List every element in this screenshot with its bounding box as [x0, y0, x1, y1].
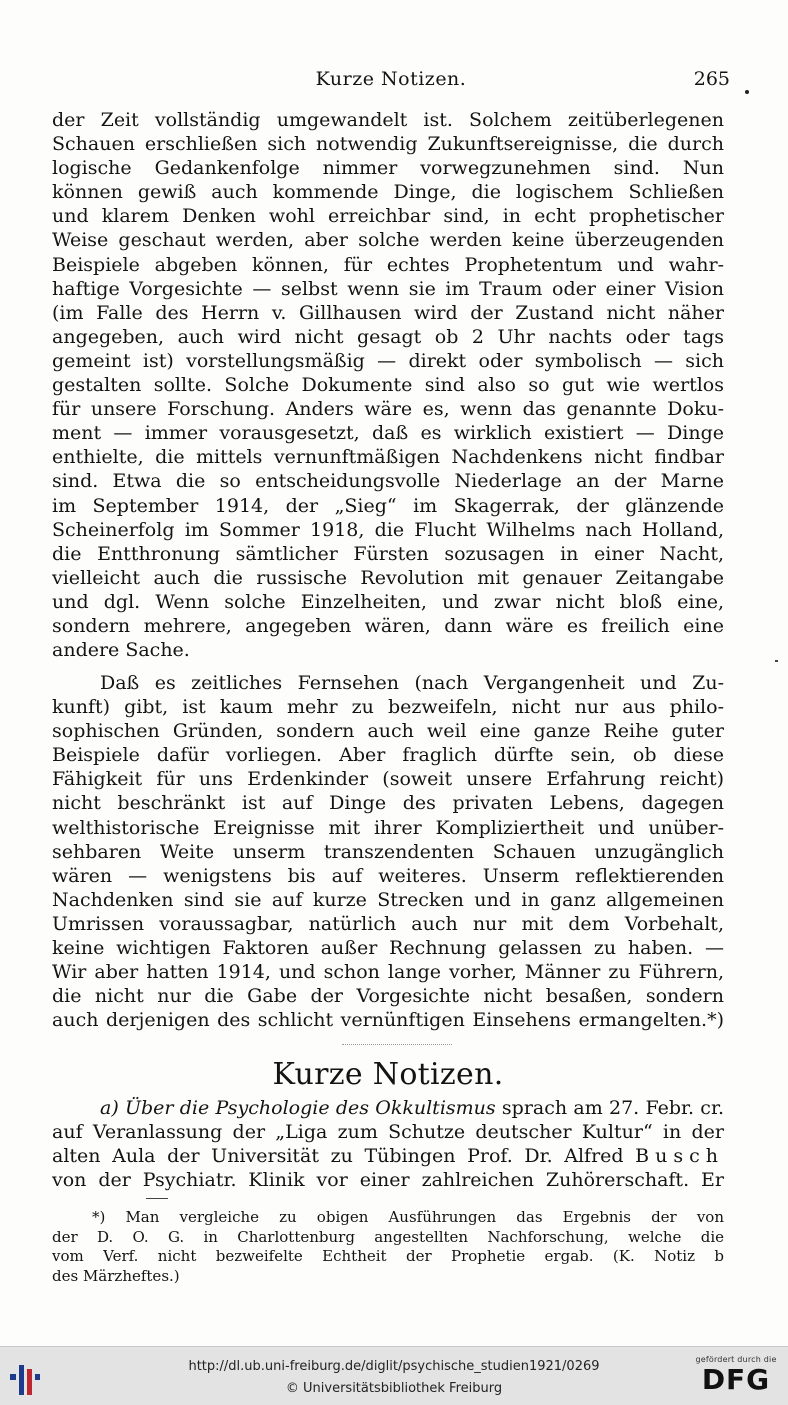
footnote: [52, 1208, 724, 1286]
text-line: wären — wenigstens bis auf weiteres. Unserm reflektierenden: [52, 864, 724, 887]
footnote-rule: [146, 1198, 168, 1199]
text-line: Beispiele dafür vorliegen. Aber fraglich dürfte sein, ob diese: [52, 744, 724, 767]
text-line: Weise geschaut werden, aber solche werden keine überzeugenden: [52, 229, 724, 252]
spaced-surname: Busch: [635, 1145, 724, 1168]
text-line: angegeben, auch wird nicht gesagt ob 2 Uhr nachts oder tags: [52, 325, 724, 348]
footnote-line: vom Verf. nicht bezweifelte Echtheit der Prophetie ergab. (K. Notiz b: [52, 1247, 724, 1265]
text-line: sind. Etwa die so entscheidungsvolle Niederlage an der Marne: [52, 470, 724, 493]
footnote-line: *) Man vergleiche zu obigen Ausführungen das Ergebnis der von: [92, 1208, 724, 1226]
paragraph-temporal-clairvoyance: [52, 671, 724, 1032]
footnote-line: des Märzheftes.): [52, 1266, 180, 1285]
running-title: Kurze Notizen.: [315, 68, 467, 90]
text-line: logische Gedankenfolge nimmer vorwegzunehmen sind. Nun: [52, 157, 724, 180]
text-line: Fähigkeit für uns Erdenkinder (soweit unsere Erfahrung reicht): [52, 768, 724, 791]
text-line: und dgl. Wenn solche Einzelheiten, und zwar nicht bloß eine,: [52, 590, 724, 613]
text-line: enthielte, die mittels vernunftmäßigen Nachdenkens nicht findbar: [52, 446, 724, 469]
text-line: Scheinerfolg im Sommer 1918, die Flucht Wilhelms nach Holland,: [52, 518, 724, 541]
dfg-mark: DFG: [701, 1363, 771, 1396]
dfg-caption: gefördert durch die: [695, 1355, 777, 1364]
text-line: können gewiß auch kommende Dinge, die logischem Schließen: [52, 181, 724, 204]
text-line: kunft) gibt, ist kaum mehr zu bezweifeln, nicht nur aus philo-: [52, 696, 724, 719]
notice-heading-continuation: sprach am 27. Febr. cr.: [495, 1097, 724, 1119]
text-line: haftige Vorgesichte — selbst wenn sie im Traum oder einer Vision: [52, 277, 724, 300]
text-line: im September 1914, der „Sieg“ im Skagerrak, der glänzende: [52, 494, 724, 517]
text-line: ment — immer vorausgesetzt, daß es wirklich existiert — Dinge: [52, 422, 724, 445]
text-line: auch derjenigen des schlicht vernünftigen Einsehens ermangelten.*): [52, 1009, 724, 1032]
page-header: [52, 68, 730, 96]
text-line: Umrissen voraussagbar, natürlich auch nur mit dem Vorbehalt,: [52, 912, 724, 935]
section-divider: [342, 1044, 452, 1045]
text-line: und klarem Denken wohl erreichbar sind, in echt prophetischer: [52, 205, 724, 228]
text-line: Nachdenken sind sie auf kurze Strecken und in ganz allgemeinen: [52, 888, 724, 911]
text-line: für unsere Forschung. Anders wäre es, wenn das genannte Doku-: [52, 398, 724, 421]
print-speck: [745, 90, 749, 94]
margin-mark: [775, 660, 778, 662]
text-line: gemeint ist) vorstellungsmäßig — direkt oder symbolisch — sich: [52, 349, 724, 372]
text-line: [52, 1144, 724, 1168]
text-line: Daß es zeitliches Fernsehen (nach Vergangenheit und Zu-: [100, 672, 724, 694]
text-line: sehbaren Weite unserm transzendenten Schauen unzugänglich: [52, 840, 724, 863]
notice-heading: a) Über die Psychologie des Okkultismus: [100, 1097, 496, 1119]
text-line: die nicht nur die Gabe der Vorgesichte nicht besaßen, sondern: [52, 985, 724, 1008]
text-line: der Zeit vollständig umgewandelt ist. Solchem zeitüberlegenen: [52, 109, 724, 131]
dfg-logo: [694, 1355, 778, 1399]
text-line: sophischen Gründen, sondern auch weil eine ganze Reihe guter: [52, 720, 724, 743]
text-line: (im Falle des Herrn v. Gillhausen wird der Zustand nicht näher: [52, 301, 724, 324]
text-line: keine wichtigen Faktoren außer Rechnung gelassen zu haben. —: [52, 937, 724, 960]
text-line: vielleicht auch die russische Revolution mit genauer Zeitangabe: [52, 566, 724, 589]
footnote-line: der D. O. G. in Charlottenburg angestellten Nachforschung, welche die: [52, 1227, 724, 1246]
text-line: Wir aber hatten 1914, und schon lange vorher, Männer zu Führern,: [52, 961, 724, 984]
text-line: Schauen erschließen sich notwendig Zukunftsereignisse, die durch: [52, 133, 724, 156]
text-line: welthistorische Ereignisse mit ihrer Kompliziertheit und unüber-: [52, 816, 724, 839]
paragraph-prophecy-discussion: [52, 108, 724, 662]
text-line: gestalten sollte. Solche Dokumente sind also so gut wie wertlos: [52, 374, 724, 397]
text-line: auf Veranlassung der „Liga zum Schutze deutscher Kultur“ in der: [52, 1121, 724, 1144]
text-line: andere Sache.: [52, 639, 190, 662]
text-line: die Entthronung sämtlicher Fürsten sozusagen in einer Nacht,: [52, 542, 724, 565]
text-line: nicht beschränkt ist auf Dinge des privaten Lebens, dagegen: [52, 792, 724, 815]
text-line: sondern mehrere, angegeben wären, dann wäre es freilich eine: [52, 614, 724, 637]
page-number: 265: [693, 68, 730, 90]
copyright-text: © Universitätsbibliothek Freiburg: [285, 1381, 503, 1396]
notice-line-start: alten Aula der Universität zu Tübingen Prof. Dr. Alfred: [52, 1145, 636, 1168]
source-url-link[interactable]: http://dl.ub.uni-freiburg.de/diglit/psychische_studien1921/0269: [188, 1359, 600, 1374]
text-line: Beispiele abgeben können, für echtes Prophetentum und wahr-: [52, 253, 724, 276]
digitization-footer: [0, 1346, 788, 1405]
text-line: von der Psychiatr. Klinik vor einer zahlreichen Zuhörerschaft. Er: [52, 1169, 724, 1192]
section-title: Kurze Notizen.: [272, 1057, 504, 1092]
text-line: [52, 1096, 724, 1120]
paragraph-notice-a: [52, 1096, 724, 1192]
